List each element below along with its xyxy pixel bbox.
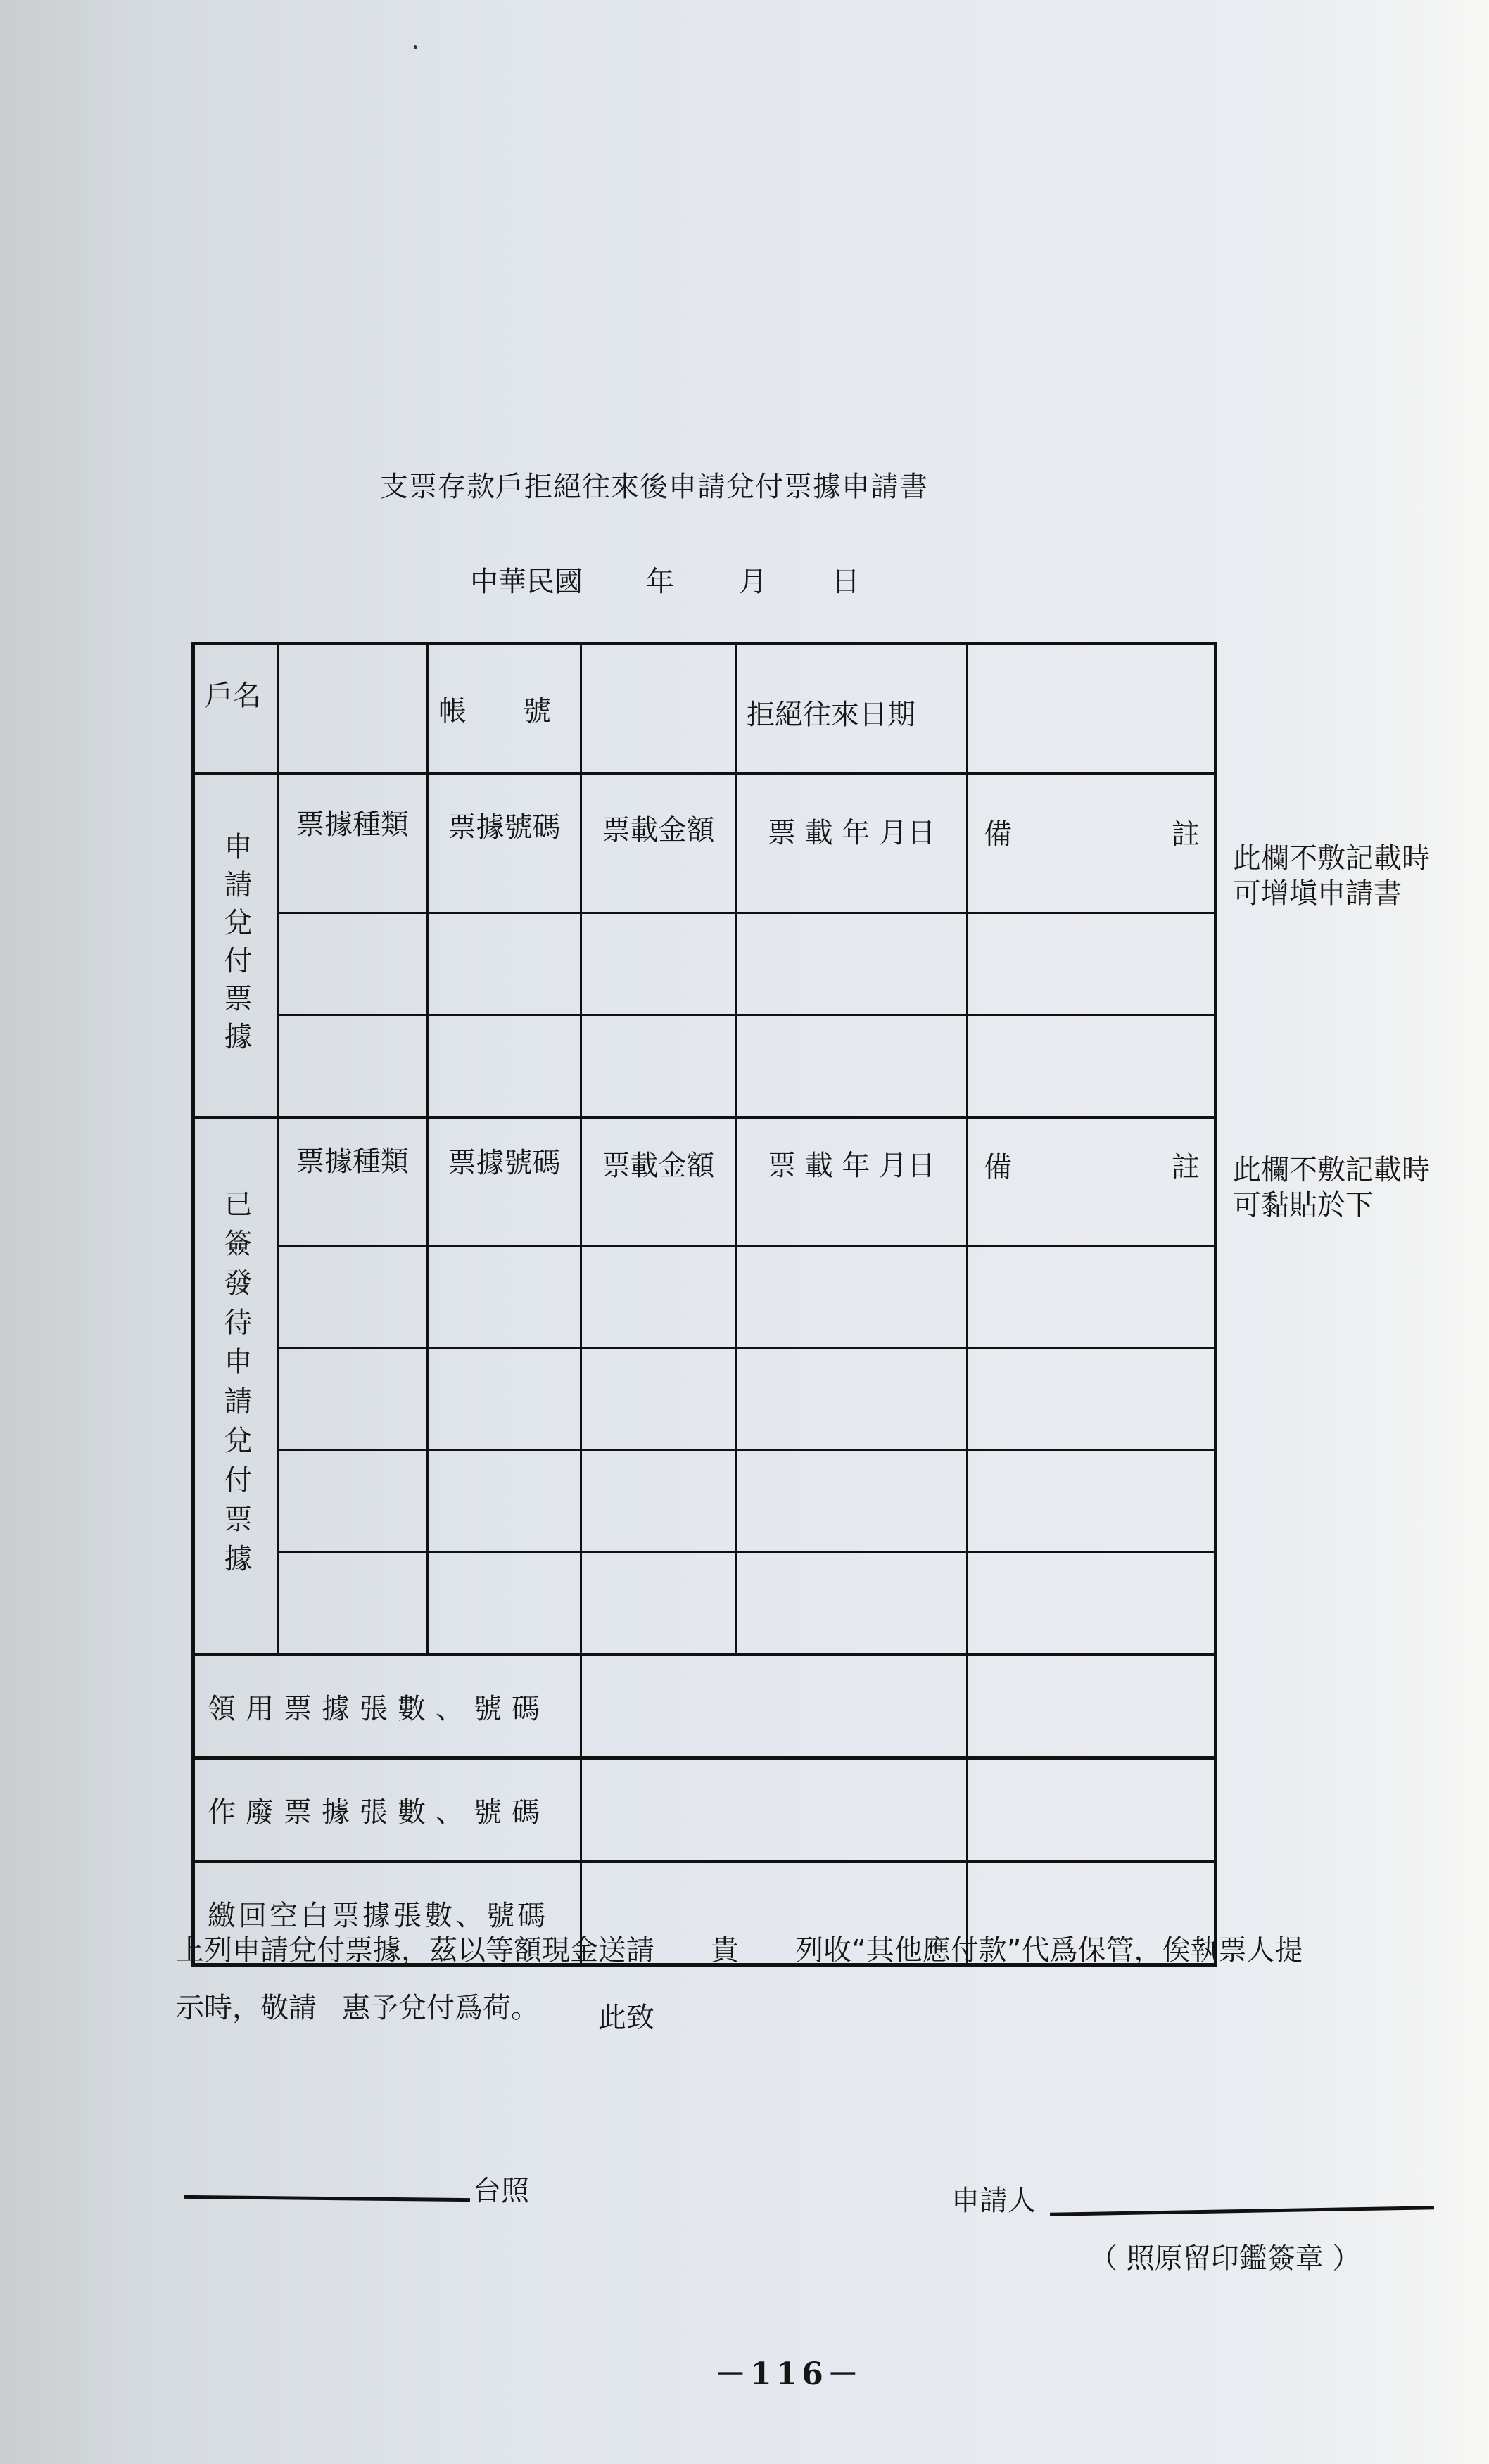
- apply-row: [194, 1015, 1216, 1118]
- issued-row-2-type[interactable]: [278, 1348, 428, 1450]
- issued-col-remark-b: 註: [1172, 1151, 1200, 1183]
- issued-row-4-date[interactable]: [736, 1552, 968, 1655]
- issued-col-remark-a: 備: [984, 1151, 1012, 1183]
- apply-col-type: 票據種類: [278, 774, 428, 913]
- page-number: －116－: [715, 2356, 863, 2392]
- apply-col-remark-b: 註: [1172, 818, 1200, 851]
- application-form-table: [191, 642, 1217, 1967]
- apply-row-2-type[interactable]: [278, 1015, 428, 1118]
- rejection-date-label: 拒絕往來日期: [736, 644, 968, 774]
- issued-col-type: 票據種類: [278, 1118, 428, 1246]
- received-checks-field[interactable]: [581, 1655, 968, 1758]
- date-line: [470, 559, 860, 599]
- apply-row-2-remark[interactable]: [968, 1015, 1216, 1118]
- issued-row-3-date[interactable]: [736, 1450, 968, 1552]
- issued-row-1-amount[interactable]: [581, 1246, 736, 1348]
- issued-section-label: 已簽發待申請兌付票據: [220, 1189, 252, 1583]
- paragraph-line-2-b: 惠予兌付爲荷。: [342, 1992, 539, 2024]
- voided-checks-label: 作廢票據張數、號碼: [194, 1758, 581, 1862]
- paragraph-line-1-a: 上列申請兌付票據，茲以等額現金送請: [176, 1934, 654, 1967]
- voided-checks-field[interactable]: [581, 1758, 968, 1862]
- seal-note: （ 照原留印鑑簽章 ）: [1089, 2242, 1361, 2275]
- apply-col-remark: [968, 774, 1216, 913]
- issued-col-date: 票 載 年 月日: [736, 1118, 968, 1246]
- apply-col-number: 票據號碼: [428, 774, 581, 913]
- issued-row-2-date[interactable]: [736, 1348, 968, 1450]
- issued-side-note-line-2: 可黏貼於下: [1233, 1189, 1374, 1221]
- apply-row: [194, 913, 1216, 1015]
- issued-row-4-amount[interactable]: [581, 1552, 736, 1655]
- recipient-suffix: 台照: [473, 2175, 529, 2207]
- paragraph-line-1-c: 列收“其他應付款”代爲保管，俟執票人提: [795, 1934, 1303, 1967]
- account-number-label: 帳 號: [428, 644, 581, 774]
- apply-side-note: [1233, 841, 1430, 911]
- paragraph-line-2-a: 示時，敬請: [176, 1992, 317, 2024]
- paper-speck: [414, 45, 417, 49]
- issued-row: [194, 1348, 1216, 1450]
- issued-row-3-amount[interactable]: [581, 1450, 736, 1552]
- issued-col-amount: 票載金額: [581, 1118, 736, 1246]
- issued-side-note: [1233, 1152, 1430, 1223]
- issued-row-4-type[interactable]: [278, 1552, 428, 1655]
- account-name-field[interactable]: [278, 644, 428, 774]
- document-title: 支票存款戶拒絕往來後申請兌付票據申請書: [380, 471, 928, 503]
- apply-columns-row: [194, 774, 1216, 913]
- issued-row-3-remark[interactable]: [968, 1450, 1216, 1552]
- issued-row-1-date[interactable]: [736, 1246, 968, 1348]
- issued-col-number: 票據號碼: [428, 1118, 581, 1246]
- date-month-label: 月: [739, 566, 767, 598]
- apply-row-1-remark[interactable]: [968, 913, 1216, 1015]
- recipient-signature-line[interactable]: [184, 2195, 470, 2202]
- issued-row: [194, 1246, 1216, 1348]
- paragraph-line-2-c: 此致: [598, 2002, 654, 2034]
- returned-blank-checks-label: 繳回空白票據張數、號碼: [194, 1862, 581, 1965]
- received-checks-extra[interactable]: [968, 1655, 1216, 1758]
- footer-row-received: [194, 1655, 1216, 1758]
- issued-row: [194, 1552, 1216, 1655]
- apply-row-1-type[interactable]: [278, 913, 428, 1015]
- apply-section-label: 申請兌付票據: [220, 832, 252, 1060]
- apply-row-1-date[interactable]: [736, 913, 968, 1015]
- apply-side-note-line-1: 此欄不敷記載時: [1233, 842, 1430, 875]
- apply-row-1-amount[interactable]: [581, 913, 736, 1015]
- issued-columns-row: [194, 1118, 1216, 1246]
- issued-row-2-remark[interactable]: [968, 1348, 1216, 1450]
- apply-col-remark-a: 備: [984, 818, 1012, 851]
- issued-section-label-cell: [194, 1118, 278, 1655]
- apply-row-2-amount[interactable]: [581, 1015, 736, 1118]
- issued-row-3-type[interactable]: [278, 1450, 428, 1552]
- issued-row-4-number[interactable]: [428, 1552, 581, 1655]
- received-checks-label: 領用票據張數、號碼: [194, 1655, 581, 1758]
- account-name-label: 戶名: [194, 644, 278, 774]
- apply-col-date: 票 載 年 月日: [736, 774, 968, 913]
- voided-checks-extra[interactable]: [968, 1758, 1216, 1862]
- account-number-field[interactable]: [581, 644, 736, 774]
- issued-row-2-number[interactable]: [428, 1348, 581, 1450]
- issued-row: [194, 1450, 1216, 1552]
- account-header-row: [194, 644, 1216, 774]
- issued-row-1-remark[interactable]: [968, 1246, 1216, 1348]
- apply-side-note-line-2: 可增塡申請書: [1233, 877, 1402, 910]
- issued-side-note-line-1: 此欄不敷記載時: [1233, 1154, 1430, 1186]
- apply-row-2-date[interactable]: [736, 1015, 968, 1118]
- date-day-label: 日: [832, 566, 860, 598]
- applicant-label: 申請人: [951, 2185, 1036, 2217]
- apply-row-2-number[interactable]: [428, 1015, 581, 1118]
- issued-row-2-amount[interactable]: [581, 1348, 736, 1450]
- apply-row-1-number[interactable]: [428, 913, 581, 1015]
- apply-section-label-cell: [194, 774, 278, 1118]
- paragraph-line-1-b: 貴: [711, 1934, 739, 1967]
- applicant-signature-line[interactable]: [1050, 2206, 1434, 2216]
- rejection-date-field[interactable]: [968, 644, 1216, 774]
- request-paragraph: [176, 1915, 1457, 2043]
- apply-col-amount: 票載金額: [581, 774, 736, 913]
- issued-col-remark: [968, 1118, 1216, 1246]
- issued-row-1-number[interactable]: [428, 1246, 581, 1348]
- date-year-label: 年: [646, 566, 674, 598]
- issued-row-4-remark[interactable]: [968, 1552, 1216, 1655]
- date-era: 中華民國: [470, 566, 583, 598]
- footer-row-voided: [194, 1758, 1216, 1862]
- issued-row-3-number[interactable]: [428, 1450, 581, 1552]
- issued-row-1-type[interactable]: [278, 1246, 428, 1348]
